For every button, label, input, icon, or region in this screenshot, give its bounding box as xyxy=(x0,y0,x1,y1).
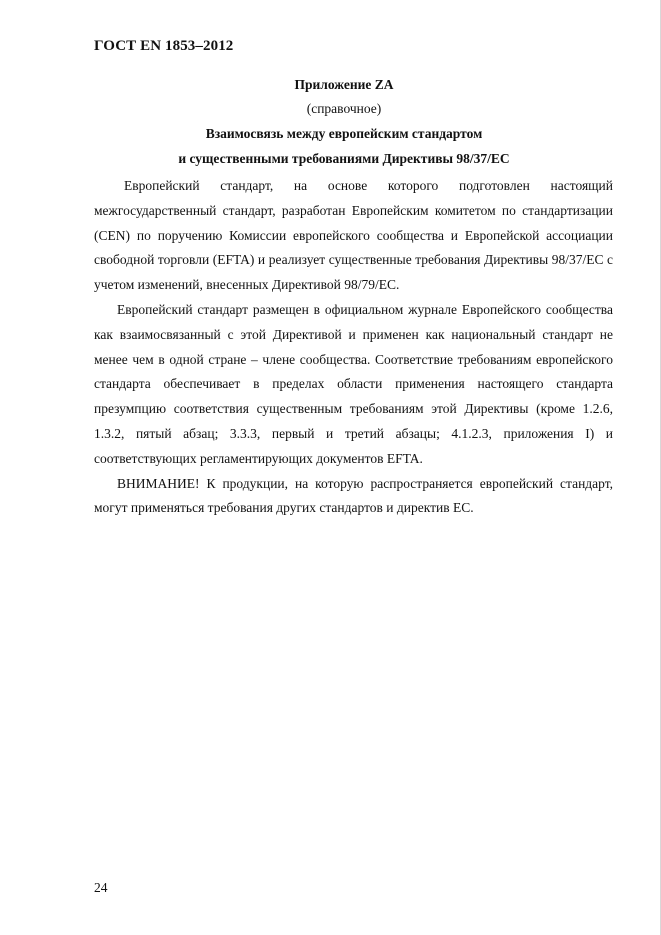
paragraph-2: Европейский стандарт размещен в официальном журнале Европейского сообщества как взаимосвязанный с этой Директивой и применен как национальный стандарт не менее чем в одной стране – члене сообщества. Соответствие требованиям европейского стандарта обеспечивает в пределах области применения настоящего стандарта презумпцию соответствия существенным требованиям этой Директивы (кроме 1.2.6, 1.3.2, пятый абзац; 3.3.3, первый и третий абзацы; 4.1.2.3, приложения I) и соответствующих регламентирующих документов EFTA. xyxy=(94,301,613,466)
page-number: 24 xyxy=(94,880,108,895)
paragraph-3: ВНИМАНИЕ! К продукции, на которую распространяется европейский стандарт, могут применяться требования других стандартов и директив ЕС. xyxy=(94,475,613,516)
annex-heading-line-2: и существенными требованиями Директивы 98/37/ЕС xyxy=(178,151,510,166)
annex-type: (справочное) xyxy=(306,101,382,116)
paragraph-1: Европейский стандарт, на основе которого подготовлен настоящий межгосударственный стандарт, разработан Европейским комитетом по стандартизации (CEN) по поручению Комиссии европейского сообщества и Европейской ассоциации свободной торговли (EFTA) и реализует существенные требования Директивы 98/37/ЕС с учетом изменений, внесенных Директивой 98/79/ЕС. xyxy=(94,178,613,293)
annex-title: Приложение ZA xyxy=(294,77,394,92)
annex-body xyxy=(94,174,613,521)
annex-heading-line-1: Взаимосвязь между европейским стандартом xyxy=(205,126,483,141)
standard-code-header: ГОСТ EN 1853–2012 xyxy=(94,38,234,54)
